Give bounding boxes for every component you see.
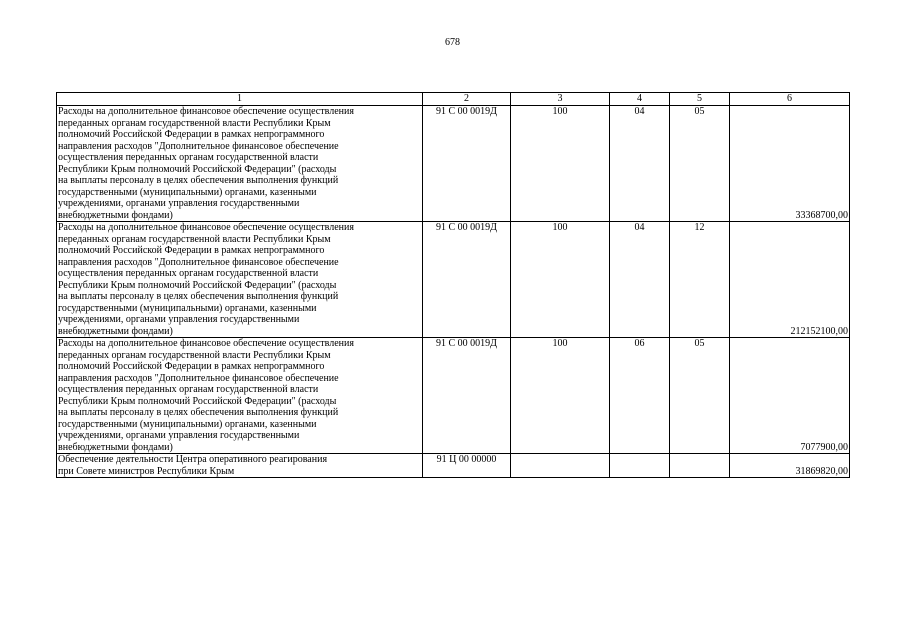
expense-type [511, 454, 610, 478]
amount: 7077900,00 [730, 338, 850, 454]
subsection-code: 05 [670, 338, 730, 454]
target-code: 91 Ц 00 00000 [423, 454, 511, 478]
target-code: 91 С 00 0019Д [423, 338, 511, 454]
column-header-6: 6 [730, 93, 850, 106]
header-row [57, 93, 850, 106]
expense-type: 100 [511, 106, 610, 222]
subsection-code: 05 [670, 106, 730, 222]
page-number: 678 [445, 37, 460, 48]
column-header-2: 2 [423, 93, 511, 106]
section-code: 06 [610, 338, 670, 454]
expense-description: Обеспечение деятельности Центра оперативного реагирования при Совете министров Республики Крым [57, 454, 423, 478]
table-row [57, 454, 850, 478]
column-header-3: 3 [511, 93, 610, 106]
amount: 31869820,00 [730, 454, 850, 478]
table-row [57, 222, 850, 338]
subsection-code: 12 [670, 222, 730, 338]
table-row [57, 338, 850, 454]
budget-table [56, 92, 850, 478]
amount: 212152100,00 [730, 222, 850, 338]
column-header-5: 5 [670, 93, 730, 106]
target-code: 91 С 00 0019Д [423, 106, 511, 222]
section-code [610, 454, 670, 478]
table-row [57, 106, 850, 222]
section-code: 04 [610, 106, 670, 222]
expense-description: Расходы на дополнительное финансовое обеспечение осуществления переданных органам государственной власти Республики Крым полномочий Российской Федерации в рамках непрограммного направления расходов "Дополнительное финансовое обеспечение осуществления переданных органам государственной власти Республики Крым полномочий Российской Федерации" (расходы на выплаты персоналу в целях обеспечения выполнения функций государственными (муниципальными) органами, казенными учреждениями, органами управления государственными внебюджетными фондами) [57, 338, 423, 454]
expense-type: 100 [511, 222, 610, 338]
subsection-code [670, 454, 730, 478]
expense-type: 100 [511, 338, 610, 454]
expense-description: Расходы на дополнительное финансовое обеспечение осуществления переданных органам государственной власти Республики Крым полномочий Российской Федерации в рамках непрограммного направления расходов "Дополнительное финансовое обеспечение осуществления переданных органам государственной власти Республики Крым полномочий Российской Федерации" (расходы на выплаты персоналу в целях обеспечения выполнения функций государственными (муниципальными) органами, казенными учреждениями, органами управления государственными внебюджетными фондами) [57, 106, 423, 222]
section-code: 04 [610, 222, 670, 338]
target-code: 91 С 00 0019Д [423, 222, 511, 338]
amount: 33368700,00 [730, 106, 850, 222]
column-header-4: 4 [610, 93, 670, 106]
expense-description: Расходы на дополнительное финансовое обеспечение осуществления переданных органам государственной власти Республики Крым полномочий Российской Федерации в рамках непрограммного направления расходов "Дополнительное финансовое обеспечение осуществления переданных органам государственной власти Республики Крым полномочий Российской Федерации" (расходы на выплаты персоналу в целях обеспечения выполнения функций государственными (муниципальными) органами, казенными учреждениями, органами управления государственными внебюджетными фондами) [57, 222, 423, 338]
column-header-1: 1 [57, 93, 423, 106]
